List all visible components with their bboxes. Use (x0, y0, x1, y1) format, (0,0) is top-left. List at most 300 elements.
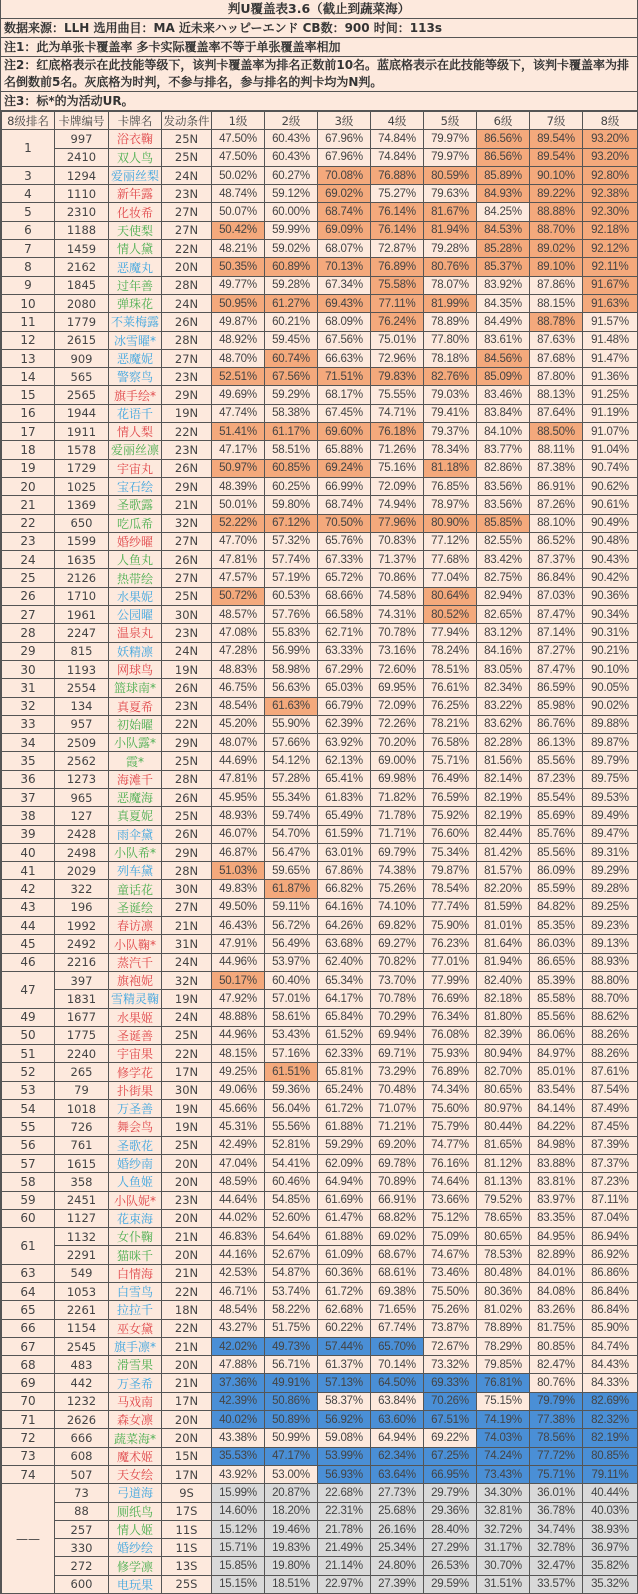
coverage-level-4-cell: 72.09% (371, 697, 424, 715)
rank-cell: 61 (2, 1228, 55, 1265)
coverage-level-3-cell: 67.29% (318, 660, 371, 678)
rank-cell: 60 (2, 1209, 55, 1227)
coverage-level-5-cell: 76.59% (424, 788, 477, 806)
header-level-4: 4级 (371, 112, 424, 130)
coverage-level-5-cell: 75.09% (424, 1228, 477, 1246)
coverage-level-3-cell: 66.79% (318, 697, 371, 715)
condition-cell: 32N (162, 514, 212, 532)
coverage-level-3-cell: 61.47% (318, 1209, 371, 1227)
coverage-level-3-cell: 67.86% (318, 862, 371, 880)
coverage-level-6-cell: 31.51% (477, 1575, 530, 1593)
coverage-level-1-cell: 47.50% (212, 148, 265, 166)
coverage-level-3-cell: 68.66% (318, 587, 371, 605)
coverage-level-4-cell: 72.60% (371, 660, 424, 678)
card-name-cell: 小队妮* (109, 1191, 162, 1209)
coverage-level-2-cell: 49.91% (265, 1374, 318, 1392)
coverage-level-3-cell: 69.60% (318, 423, 371, 441)
coverage-level-1-cell: 49.83% (212, 880, 265, 898)
coverage-level-7-cell: 84.01% (530, 1264, 583, 1282)
coverage-level-7-cell: 85.59% (530, 880, 583, 898)
card-id-cell: 1961 (55, 606, 109, 624)
card-name-cell: 爱丽丝凛 (109, 441, 162, 459)
condition-cell: 30N (162, 606, 212, 624)
card-id-cell: 2410 (55, 148, 109, 166)
rank-cell: 40 (2, 843, 55, 861)
rank-cell: 5 (2, 203, 55, 221)
card-name-cell: 不莱梅露 (109, 313, 162, 331)
coverage-level-6-cell: 85.09% (477, 368, 530, 386)
header-row (2, 112, 638, 130)
coverage-level-7-cell: 85.56% (530, 752, 583, 770)
coverage-level-3-cell: 65.88% (318, 441, 371, 459)
coverage-table (1, 111, 638, 1594)
coverage-level-6-cell: 80.65% (477, 1228, 530, 1246)
coverage-level-7-cell: 88.10% (530, 514, 583, 532)
table-row (2, 423, 638, 441)
coverage-level-3-cell: 65.84% (318, 1008, 371, 1026)
coverage-level-1-cell: 49.69% (212, 386, 265, 404)
rank-cell: 21 (2, 496, 55, 514)
coverage-level-1-cell: 44.16% (212, 1246, 265, 1264)
coverage-level-6-cell: 80.36% (477, 1283, 530, 1301)
coverage-level-6-cell: 84.25% (477, 203, 530, 221)
coverage-level-8-cell: 90.31% (583, 624, 638, 642)
coverage-level-4-cell: 70.86% (371, 569, 424, 587)
table-row (2, 953, 638, 971)
card-name-cell: 雨伞黛 (109, 825, 162, 843)
coverage-level-1-cell: 45.31% (212, 1118, 265, 1136)
coverage-level-8-cell: 91.67% (583, 276, 638, 294)
card-name-cell: 水果姬 (109, 1008, 162, 1026)
coverage-level-2-cell: 57.32% (265, 532, 318, 550)
coverage-level-4-cell: 76.88% (371, 166, 424, 184)
coverage-level-3-cell: 65.41% (318, 770, 371, 788)
coverage-level-4-cell: 69.82% (371, 917, 424, 935)
coverage-level-6-cell: 79.52% (477, 1191, 530, 1209)
coverage-level-4-cell: 71.21% (371, 1118, 424, 1136)
coverage-level-2-cell: 59.65% (265, 862, 318, 880)
condition-cell: 9S (162, 1484, 212, 1502)
coverage-level-4-cell: 69.02% (371, 1228, 424, 1246)
coverage-level-8-cell: 88.26% (583, 1026, 638, 1044)
coverage-level-1-cell: 48.70% (212, 349, 265, 367)
table-row (2, 1045, 638, 1063)
coverage-level-8-cell: 38.93% (583, 1520, 638, 1538)
coverage-level-1-cell: 51.03% (212, 862, 265, 880)
coverage-level-2-cell: 49.73% (265, 1337, 318, 1355)
card-id-cell: 650 (55, 514, 109, 532)
coverage-level-3-cell: 62.68% (318, 1301, 371, 1319)
coverage-level-1-cell: 47.92% (212, 990, 265, 1008)
rank-cell: 15 (2, 386, 55, 404)
condition-cell: 29N (162, 386, 212, 404)
coverage-level-1-cell: 49.87% (212, 313, 265, 331)
card-name-cell: 海滩千 (109, 770, 162, 788)
card-name-cell: 童话花 (109, 880, 162, 898)
card-id-cell: 1911 (55, 423, 109, 441)
table-row (2, 477, 638, 495)
table-row (2, 971, 638, 989)
card-id-cell: 257 (55, 1520, 109, 1538)
table-row (2, 1026, 638, 1044)
coverage-level-1-cell: 42.39% (212, 1392, 265, 1410)
rank-cell: 46 (2, 953, 55, 971)
coverage-level-4-cell: 77.96% (371, 514, 424, 532)
coverage-level-4-cell: 74.10% (371, 898, 424, 916)
coverage-level-3-cell: 61.83% (318, 788, 371, 806)
coverage-level-6-cell: 81.02% (477, 1301, 530, 1319)
table-row (2, 935, 638, 953)
coverage-level-6-cell: 82.28% (477, 734, 530, 752)
condition-cell: 20N (162, 1411, 212, 1429)
coverage-level-7-cell: 90.10% (530, 166, 583, 184)
coverage-level-8-cell: 89.28% (583, 880, 638, 898)
card-id-cell: 2310 (55, 203, 109, 221)
coverage-level-2-cell: 54.87% (265, 1264, 318, 1282)
card-id-cell: 965 (55, 788, 109, 806)
coverage-level-8-cell: 90.34% (583, 606, 638, 624)
condition-cell: 29N (162, 734, 212, 752)
coverage-level-4-cell: 75.16% (371, 459, 424, 477)
coverage-level-6-cell: 85.89% (477, 166, 530, 184)
coverage-level-3-cell: 70.08% (318, 166, 371, 184)
coverage-level-8-cell: 80.85% (583, 1447, 638, 1465)
note-3: 注3：标*的为活动UR。 (1, 92, 637, 111)
card-name-cell: 水果妮 (109, 587, 162, 605)
card-name-cell: 双人鸟 (109, 148, 162, 166)
coverage-level-8-cell: 91.48% (583, 331, 638, 349)
coverage-level-3-cell: 65.03% (318, 679, 371, 697)
card-id-cell: 358 (55, 1173, 109, 1191)
coverage-level-7-cell: 89.02% (530, 240, 583, 258)
coverage-level-1-cell: 50.97% (212, 459, 265, 477)
coverage-level-1-cell: 47.70% (212, 532, 265, 550)
coverage-level-1-cell: 49.77% (212, 276, 265, 294)
coverage-level-8-cell: 93.20% (583, 130, 638, 148)
coverage-level-6-cell: 80.44% (477, 1118, 530, 1136)
condition-cell: 11S (162, 1520, 212, 1538)
coverage-level-2-cell: 59.80% (265, 496, 318, 514)
coverage-level-1-cell: 47.57% (212, 569, 265, 587)
rank-cell: 68 (2, 1356, 55, 1374)
coverage-level-7-cell: 84.95% (530, 1228, 583, 1246)
header-level-5: 5级 (424, 112, 477, 130)
coverage-level-7-cell: 87.38% (530, 459, 583, 477)
card-name-cell: 女仆鞠 (109, 1228, 162, 1246)
condition-cell: 19N (162, 1100, 212, 1118)
table-row (2, 240, 638, 258)
coverage-level-8-cell: 87.45% (583, 1118, 638, 1136)
coverage-level-7-cell: 84.22% (530, 1118, 583, 1136)
coverage-level-7-cell: 84.08% (530, 1283, 583, 1301)
coverage-level-8-cell: 82.19% (583, 1429, 638, 1447)
coverage-level-4-cell: 77.11% (371, 294, 424, 312)
coverage-level-6-cell: 83.56% (477, 477, 530, 495)
note-1: 注1：此为单张卡覆盖率 多卡实际覆盖率不等于单张覆盖率相加 (1, 38, 637, 57)
coverage-level-6-cell: 85.85% (477, 514, 530, 532)
rank-cell: 10 (2, 294, 55, 312)
table-row (2, 551, 638, 569)
coverage-level-5-cell: 76.89% (424, 1063, 477, 1081)
card-id-cell: 322 (55, 880, 109, 898)
card-name-cell: 浴衣鞠 (109, 130, 162, 148)
card-id-cell: 761 (55, 1136, 109, 1154)
coverage-level-6-cell: 82.75% (477, 569, 530, 587)
card-id-cell: 1599 (55, 532, 109, 550)
rank-cell: 16 (2, 404, 55, 422)
coverage-level-6-cell: 78.29% (477, 1337, 530, 1355)
coverage-level-5-cell: 76.61% (424, 679, 477, 697)
card-id-cell: 2451 (55, 1191, 109, 1209)
card-name-cell: 修学花 (109, 1063, 162, 1081)
condition-cell: 20N (162, 1246, 212, 1264)
coverage-level-5-cell: 78.54% (424, 880, 477, 898)
coverage-level-2-cell: 61.17% (265, 423, 318, 441)
coverage-level-1-cell: 43.38% (212, 1429, 265, 1447)
coverage-level-6-cell: 84.49% (477, 313, 530, 331)
rank-cell: 22 (2, 514, 55, 532)
card-id-cell: 1677 (55, 1008, 109, 1026)
coverage-level-2-cell: 55.83% (265, 624, 318, 642)
card-name-cell: 万圣善 (109, 1100, 162, 1118)
coverage-level-1-cell: 14.60% (212, 1502, 265, 1520)
coverage-level-3-cell: 66.58% (318, 606, 371, 624)
rank-cell: 8 (2, 258, 55, 276)
coverage-level-3-cell: 69.43% (318, 294, 371, 312)
coverage-level-2-cell: 57.16% (265, 1045, 318, 1063)
coverage-level-6-cell: 80.65% (477, 1081, 530, 1099)
card-name-cell: 魔术姬 (109, 1447, 162, 1465)
table-row (2, 1081, 638, 1099)
condition-cell: 25N (162, 1136, 212, 1154)
card-id-cell: 1729 (55, 459, 109, 477)
coverage-level-5-cell: 76.23% (424, 935, 477, 953)
coverage-level-4-cell: 76.24% (371, 313, 424, 331)
coverage-level-7-cell: 36.01% (530, 1484, 583, 1502)
coverage-level-4-cell: 72.26% (371, 715, 424, 733)
rank-cell: 31 (2, 679, 55, 697)
card-id-cell: 2080 (55, 294, 109, 312)
coverage-level-6-cell: 81.57% (477, 862, 530, 880)
table-row (2, 532, 638, 550)
coverage-level-8-cell: 89.23% (583, 917, 638, 935)
coverage-level-7-cell: 83.97% (530, 1191, 583, 1209)
coverage-level-7-cell: 82.89% (530, 1246, 583, 1264)
coverage-level-8-cell: 40.44% (583, 1484, 638, 1502)
coverage-level-1-cell: 48.15% (212, 1045, 265, 1063)
coverage-level-3-cell: 67.33% (318, 551, 371, 569)
header-card-id: 卡牌编号 (55, 112, 109, 130)
card-name-cell: 圣歌露 (109, 496, 162, 514)
condition-cell: 29N (162, 477, 212, 495)
coverage-level-6-cell: 84.16% (477, 642, 530, 660)
coverage-level-8-cell: 89.29% (583, 862, 638, 880)
condition-cell: 26N (162, 788, 212, 806)
coverage-level-1-cell: 37.36% (212, 1374, 265, 1392)
coverage-level-3-cell: 53.99% (318, 1447, 371, 1465)
table-row (2, 1502, 638, 1520)
condition-cell: 17N (162, 1063, 212, 1081)
coverage-level-5-cell: 80.59% (424, 166, 477, 184)
card-name-cell: 篮球南* (109, 679, 162, 697)
coverage-level-8-cell: 92.38% (583, 185, 638, 203)
table-row (2, 917, 638, 935)
coverage-level-6-cell: 84.93% (477, 185, 530, 203)
coverage-level-2-cell: 20.87% (265, 1484, 318, 1502)
condition-cell: 30N (162, 880, 212, 898)
coverage-level-6-cell: 31.17% (477, 1539, 530, 1557)
card-name-cell: 旗手绘* (109, 386, 162, 404)
coverage-level-8-cell: 91.25% (583, 386, 638, 404)
card-name-cell: 过年善 (109, 276, 162, 294)
coverage-level-8-cell: 90.42% (583, 569, 638, 587)
coverage-level-5-cell: 75.50% (424, 1283, 477, 1301)
table-row (2, 1520, 638, 1538)
coverage-level-7-cell: 32.47% (530, 1557, 583, 1575)
coverage-level-2-cell: 67.12% (265, 514, 318, 532)
coverage-level-2-cell: 57.76% (265, 606, 318, 624)
coverage-level-1-cell: 47.81% (212, 770, 265, 788)
coverage-level-8-cell: 86.84% (583, 1283, 638, 1301)
coverage-level-1-cell: 44.96% (212, 1026, 265, 1044)
coverage-level-7-cell: 86.06% (530, 1026, 583, 1044)
coverage-level-5-cell: 79.41% (424, 404, 477, 422)
condition-cell: 23N (162, 368, 212, 386)
condition-cell: 20N (162, 1209, 212, 1227)
coverage-level-8-cell: 35.32% (583, 1575, 638, 1593)
coverage-level-6-cell: 83.05% (477, 660, 530, 678)
condition-cell: 13S (162, 1557, 212, 1575)
rank-cell: 29 (2, 642, 55, 660)
coverage-level-4-cell: 70.83% (371, 532, 424, 550)
card-name-cell: 舞会鸟 (109, 1118, 162, 1136)
coverage-level-5-cell: 75.60% (424, 1100, 477, 1118)
card-id-cell: 1018 (55, 1100, 109, 1118)
rank-cell: 65 (2, 1301, 55, 1319)
coverage-level-4-cell: 69.38% (371, 1283, 424, 1301)
rank-cell: 28 (2, 624, 55, 642)
table-row (2, 880, 638, 898)
coverage-level-3-cell: 67.56% (318, 331, 371, 349)
coverage-level-1-cell: 42.49% (212, 1136, 265, 1154)
coverage-level-5-cell: 75.71% (424, 752, 477, 770)
coverage-level-4-cell: 69.94% (371, 1026, 424, 1044)
card-name-cell: 修学凛 (109, 1557, 162, 1575)
card-id-cell: 442 (55, 1374, 109, 1392)
card-name-cell: 妖精凛 (109, 642, 162, 660)
coverage-level-3-cell: 61.69% (318, 1191, 371, 1209)
coverage-level-5-cell: 82.76% (424, 368, 477, 386)
coverage-level-7-cell: 79.79% (530, 1392, 583, 1410)
card-name-cell: 旗手凛* (109, 1337, 162, 1355)
coverage-level-3-cell: 63.68% (318, 935, 371, 953)
coverage-level-4-cell: 74.38% (371, 862, 424, 880)
table-row (2, 1539, 638, 1557)
coverage-level-4-cell: 67.74% (371, 1319, 424, 1337)
coverage-level-8-cell: 35.82% (583, 1557, 638, 1575)
coverage-level-3-cell: 61.88% (318, 1228, 371, 1246)
coverage-level-1-cell: 47.91% (212, 935, 265, 953)
table-row (2, 185, 638, 203)
coverage-level-5-cell: 75.26% (424, 1301, 477, 1319)
coverage-level-8-cell: 89.47% (583, 825, 638, 843)
table-row (2, 1429, 638, 1447)
coverage-level-6-cell: 83.84% (477, 404, 530, 422)
header-level-2: 2级 (265, 112, 318, 130)
card-name-cell: 新年露 (109, 185, 162, 203)
coverage-level-2-cell: 56.99% (265, 642, 318, 660)
coverage-level-7-cell: 87.68% (530, 349, 583, 367)
card-name-cell: 蒸汽千 (109, 953, 162, 971)
coverage-level-6-cell: 82.94% (477, 587, 530, 605)
table-row (2, 203, 638, 221)
coverage-level-1-cell: 47.28% (212, 642, 265, 660)
coverage-level-4-cell: 73.29% (371, 1063, 424, 1081)
coverage-level-7-cell: 87.26% (530, 496, 583, 514)
card-name-cell: 圣歌花 (109, 1136, 162, 1154)
table-row (2, 1411, 638, 1429)
rank-cell: 58 (2, 1173, 55, 1191)
card-name-cell: 花语千 (109, 404, 162, 422)
coverage-level-6-cell: 32.81% (477, 1502, 530, 1520)
coverage-level-7-cell: 87.27% (530, 642, 583, 660)
coverage-level-8-cell: 87.37% (583, 1154, 638, 1172)
card-id-cell: 1127 (55, 1209, 109, 1227)
coverage-level-1-cell: 52.22% (212, 514, 265, 532)
condition-cell: 22N (162, 715, 212, 733)
condition-cell: 27N (162, 349, 212, 367)
coverage-level-5-cell: 74.64% (424, 1173, 477, 1191)
card-id-cell: 1775 (55, 1026, 109, 1044)
coverage-level-8-cell: 90.62% (583, 477, 638, 495)
coverage-level-3-cell: 63.92% (318, 734, 371, 752)
coverage-level-2-cell: 59.99% (265, 221, 318, 239)
rank-cell: 23 (2, 532, 55, 550)
coverage-level-5-cell: 73.87% (424, 1319, 477, 1337)
coverage-level-2-cell: 59.11% (265, 898, 318, 916)
coverage-level-3-cell: 22.68% (318, 1484, 371, 1502)
coverage-level-8-cell: 87.23% (583, 1173, 638, 1191)
coverage-level-8-cell: 91.63% (583, 294, 638, 312)
card-name-cell: 婚纱绘 (109, 1539, 162, 1557)
rank-cell: 70 (2, 1392, 55, 1410)
coverage-level-5-cell: 79.37% (424, 423, 477, 441)
coverage-level-3-cell: 61.52% (318, 1026, 371, 1044)
coverage-level-7-cell: 87.86% (530, 276, 583, 294)
coverage-level-7-cell: 87.37% (530, 551, 583, 569)
condition-cell: 29N (162, 843, 212, 861)
condition-cell: 23N (162, 697, 212, 715)
coverage-level-6-cell: 85.28% (477, 240, 530, 258)
coverage-level-5-cell: 67.25% (424, 1447, 477, 1465)
coverage-level-8-cell: 82.32% (583, 1411, 638, 1429)
coverage-level-2-cell: 60.85% (265, 459, 318, 477)
card-id-cell: 397 (55, 971, 109, 989)
coverage-level-7-cell: 85.98% (530, 697, 583, 715)
condition-cell: 22N (162, 423, 212, 441)
table-row (2, 1484, 638, 1502)
coverage-level-2-cell: 59.28% (265, 276, 318, 294)
coverage-level-7-cell: 82.47% (530, 1356, 583, 1374)
coverage-level-8-cell: 90.10% (583, 660, 638, 678)
card-name-cell: 情人姬 (109, 1520, 162, 1538)
card-name-cell: 电玩果 (109, 1575, 162, 1593)
table-row (2, 1356, 638, 1374)
coverage-level-7-cell: 85.35% (530, 917, 583, 935)
card-id-cell: 2492 (55, 935, 109, 953)
coverage-level-3-cell: 68.74% (318, 203, 371, 221)
coverage-level-4-cell: 74.58% (371, 587, 424, 605)
